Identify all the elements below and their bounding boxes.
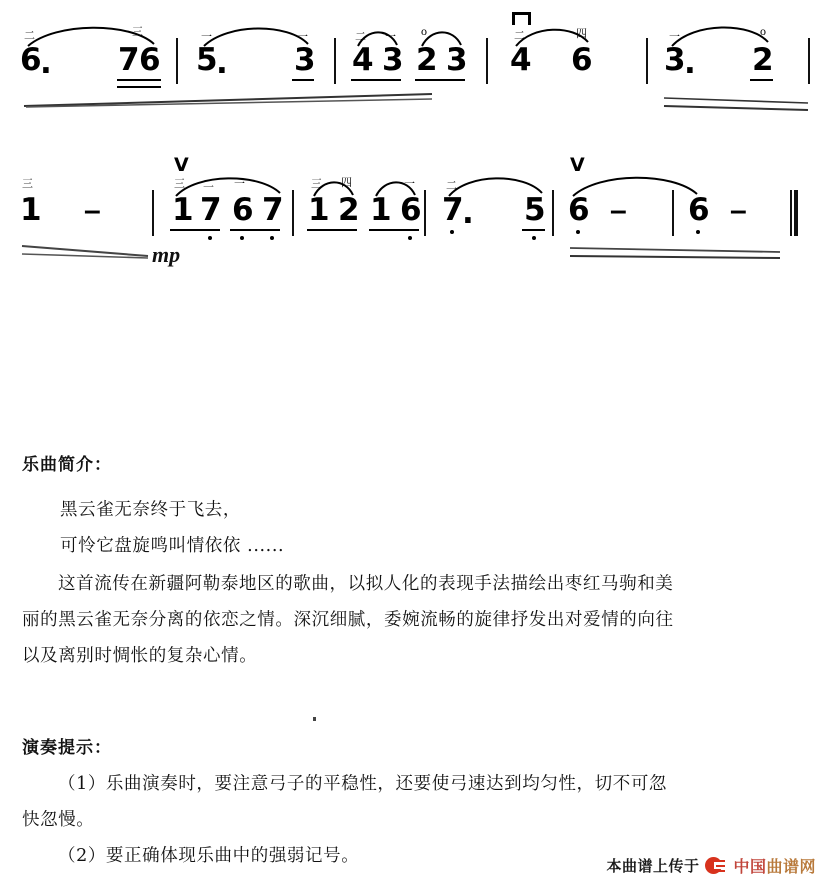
note-head: 1 bbox=[308, 192, 330, 228]
note-head: 7 bbox=[118, 42, 140, 78]
footer-watermark bbox=[606, 854, 816, 877]
up-bow-icon: V bbox=[174, 154, 189, 176]
slur-arc bbox=[26, 24, 158, 48]
low-octave-dot bbox=[576, 230, 580, 234]
crescendo-wedge bbox=[24, 90, 434, 108]
note-head: 7 bbox=[200, 192, 222, 228]
fingering-mark: 一 bbox=[669, 30, 680, 43]
up-bow-icon: V bbox=[570, 154, 585, 176]
brand-part-1: 中国 bbox=[733, 857, 767, 876]
note-head: 3 bbox=[446, 42, 468, 78]
note-head: 6 bbox=[139, 42, 161, 78]
fingering-mark: 三 bbox=[22, 177, 33, 190]
note-head: 4 bbox=[352, 42, 374, 78]
note-head: 5 bbox=[524, 192, 546, 228]
note-head: 6 bbox=[571, 42, 593, 78]
beam-line bbox=[117, 86, 161, 88]
dotted-duration-dot: . bbox=[684, 45, 696, 81]
fingering-mark: 二 bbox=[446, 179, 457, 192]
low-octave-dot bbox=[408, 236, 412, 240]
fingering-mark: 二 bbox=[203, 177, 214, 190]
low-octave-dot bbox=[240, 236, 244, 240]
dotted-duration-dot: . bbox=[216, 45, 228, 81]
end-barline bbox=[790, 190, 799, 236]
beam-line bbox=[369, 229, 419, 231]
note-head: 7 bbox=[262, 192, 284, 228]
barline bbox=[486, 38, 488, 84]
note-head: 6 bbox=[20, 42, 42, 78]
music-system-1 bbox=[0, 0, 824, 130]
measure-m3 bbox=[352, 0, 502, 130]
note-head: 3 bbox=[382, 42, 404, 78]
note-head: 6 bbox=[232, 192, 254, 228]
slur-arc bbox=[175, 175, 283, 198]
dynamic-marking: mp bbox=[152, 242, 181, 267]
note-head: 3 bbox=[294, 42, 316, 78]
note-sustain-dash: – bbox=[730, 194, 747, 227]
note-head: 3 bbox=[664, 42, 686, 78]
note-head: 7 bbox=[442, 192, 464, 228]
note-head: 6 bbox=[400, 192, 422, 228]
measure-m1 bbox=[18, 0, 168, 130]
fingering-mark: 一 bbox=[234, 177, 245, 190]
harmonic-mark: o bbox=[760, 24, 766, 38]
tips-item-line: （2）要正确体现乐曲中的强弱记号。 bbox=[58, 846, 360, 866]
measure-m9 bbox=[440, 150, 570, 280]
harmonic-mark: o bbox=[421, 24, 427, 38]
slur-arc bbox=[313, 178, 355, 198]
slur-arc bbox=[670, 24, 772, 48]
low-octave-dot bbox=[270, 236, 274, 240]
note-head: 1 bbox=[172, 192, 194, 228]
measure-m4 bbox=[508, 0, 638, 130]
beam-line bbox=[750, 79, 773, 81]
crescendo-wedge bbox=[664, 92, 810, 112]
note-head: 5 bbox=[196, 42, 218, 78]
beam-line bbox=[170, 229, 220, 231]
beam-line bbox=[351, 79, 401, 81]
dotted-duration-dot: . bbox=[40, 45, 52, 81]
slur-arc bbox=[202, 25, 312, 48]
slur-arc bbox=[448, 175, 544, 198]
barline bbox=[808, 38, 810, 84]
measure-m8 bbox=[308, 150, 436, 280]
measure-m6 bbox=[18, 150, 148, 280]
beam-line bbox=[117, 79, 161, 81]
note-head: 1 bbox=[370, 192, 392, 228]
low-octave-dot bbox=[532, 236, 536, 240]
fingering-mark: 三 bbox=[132, 25, 143, 38]
note-sustain-dash: – bbox=[84, 194, 101, 227]
dotted-duration-dot: . bbox=[462, 195, 474, 231]
slur-arc bbox=[515, 26, 591, 48]
intro-paragraph-line: 以及离别时惆怅的复杂心情。 bbox=[22, 646, 258, 666]
intro-lyric-line: 黑云雀无奈终于飞去， bbox=[60, 500, 241, 520]
fingering-mark: 一 bbox=[385, 30, 396, 43]
tips-item-line: 快忽慢。 bbox=[22, 810, 95, 830]
fingering-mark: 二 bbox=[355, 30, 366, 43]
tie-arc bbox=[572, 174, 700, 198]
slur-arc bbox=[357, 28, 399, 48]
barline bbox=[292, 190, 294, 236]
fingering-mark: 一 bbox=[404, 177, 415, 190]
site-logo-icon bbox=[705, 857, 727, 875]
fingering-mark: 一 bbox=[297, 30, 308, 43]
intro-heading: 乐曲简介： bbox=[22, 455, 112, 475]
note-head: 6 bbox=[688, 192, 710, 228]
barline bbox=[424, 190, 426, 236]
note-head: 2 bbox=[752, 42, 774, 78]
fingering-mark: 三 bbox=[174, 177, 185, 190]
barline bbox=[646, 38, 648, 84]
note-head: 6 bbox=[568, 192, 590, 228]
beam-line bbox=[292, 79, 314, 81]
slur-arc bbox=[421, 24, 463, 48]
music-system-2 bbox=[0, 150, 824, 280]
low-octave-dot bbox=[696, 230, 700, 234]
measure-m2 bbox=[196, 0, 324, 130]
beam-line bbox=[230, 229, 280, 231]
uploaded-label: 本曲谱上传于 bbox=[606, 857, 700, 875]
fingering-mark: 二 bbox=[514, 29, 525, 42]
fingering-mark: 二 bbox=[24, 29, 35, 42]
site-brand-name bbox=[733, 854, 816, 877]
barline bbox=[672, 190, 674, 236]
barline bbox=[334, 38, 336, 84]
intro-paragraph-line: 丽的黑云雀无奈分离的依恋之情。深沉细腻，委婉流畅的旋律抒发出对爱情的向往 bbox=[22, 610, 674, 630]
low-octave-dot bbox=[208, 236, 212, 240]
crescendo-wedge bbox=[22, 242, 150, 260]
note-head: 1 bbox=[20, 192, 42, 228]
beam-line bbox=[415, 79, 465, 81]
tips-heading: 演奏提示： bbox=[22, 738, 112, 758]
crescendo-wedge bbox=[570, 242, 782, 262]
beam-line bbox=[522, 229, 545, 231]
barline bbox=[176, 38, 178, 84]
fingering-mark: 四 bbox=[341, 176, 352, 189]
intro-paragraph-line: 这首流传在新疆阿勒泰地区的歌曲，以拟人化的表现手法描绘出枣红马驹和美 bbox=[58, 574, 674, 594]
tips-item-line: （1）乐曲演奏时，要注意弓子的平稳性，还要使弓速达到均匀性，切不可忽 bbox=[58, 774, 668, 794]
barline bbox=[152, 190, 154, 236]
intro-lyric-line: 可怜它盘旋鸣叫情依依 ...... bbox=[60, 536, 285, 556]
fingering-mark: 三 bbox=[311, 177, 322, 190]
fingering-mark: 四 bbox=[576, 27, 587, 40]
note-sustain-dash: – bbox=[610, 194, 627, 227]
beam-line bbox=[307, 229, 357, 231]
barline bbox=[552, 190, 554, 236]
note-head: 4 bbox=[510, 42, 532, 78]
measure-m7 bbox=[170, 150, 302, 280]
brand-part-2: 曲谱网 bbox=[766, 857, 816, 876]
down-bow-icon bbox=[512, 12, 531, 25]
note-head: 2 bbox=[338, 192, 360, 228]
slur-arc bbox=[375, 178, 417, 198]
note-head: 2 bbox=[416, 42, 438, 78]
low-octave-dot bbox=[450, 230, 454, 234]
scan-artifact bbox=[313, 717, 316, 721]
fingering-mark: 一 bbox=[201, 30, 212, 43]
